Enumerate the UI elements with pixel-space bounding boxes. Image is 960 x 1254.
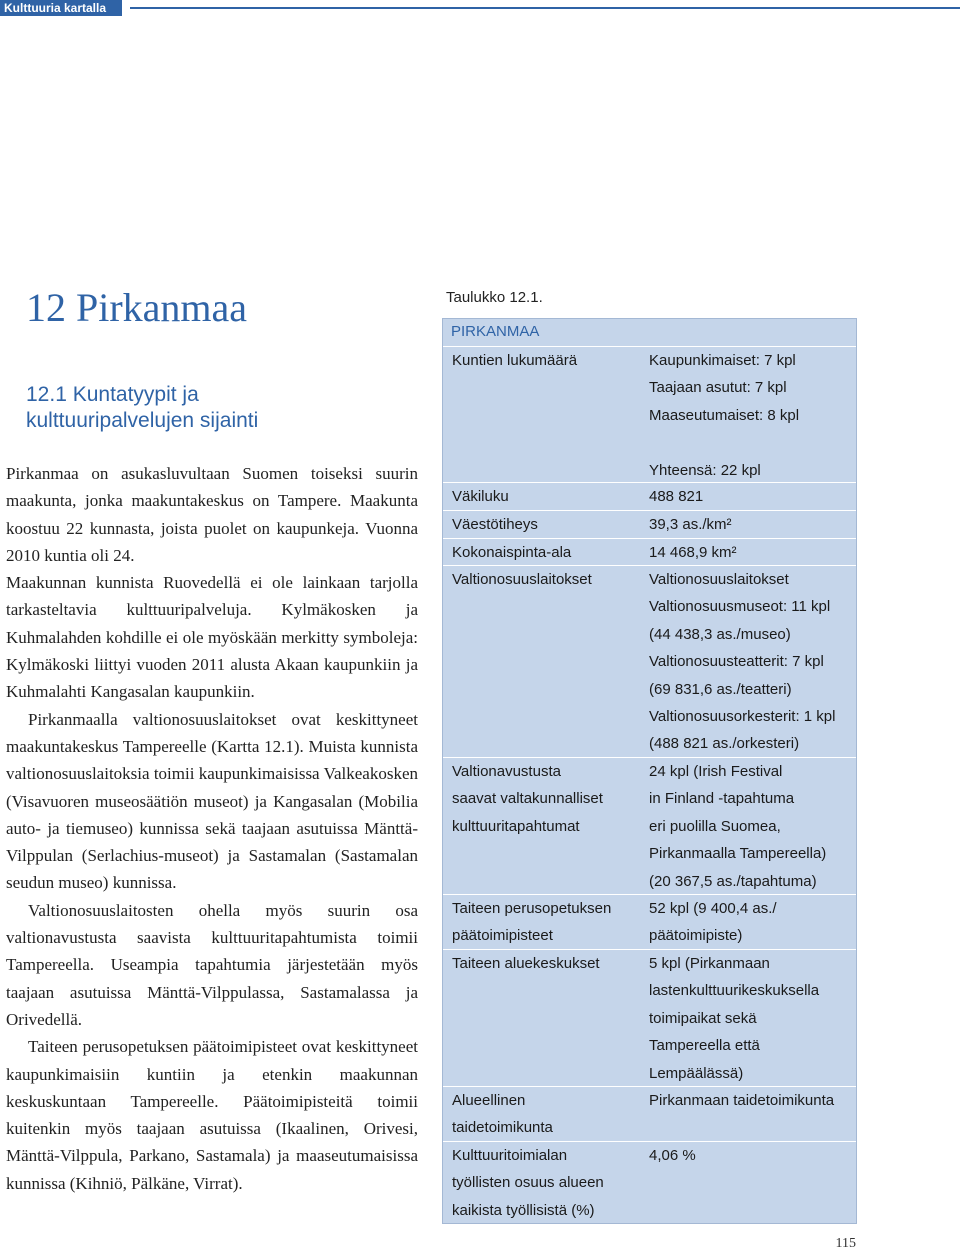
table-row-label: Kulttuuritoimialan [452, 1147, 568, 1164]
table-row-value: eri puolilla Suomea, [649, 817, 781, 835]
table-row-value: 14 468,9 km² [649, 544, 737, 561]
table-row-value: 488 821 [649, 488, 704, 505]
table-row-value: Valtionosuuslaitokset [649, 571, 789, 588]
table-row-value: in Finland -tapahtuma [649, 790, 795, 808]
table-row-value: (20 367,5 as./tapahtuma) [649, 872, 817, 890]
paragraph: Pirkanmaa on asukasluvultaan Suomen toiseksi suurin maakunta, jonka maakuntakeskus on Tampere. Maakunta koostuu 22 kunnasta, joista puolet on kaupunkeja. Vuonna 2010 kuntia oli 24. [6, 464, 418, 565]
paragraph: Valtionosuuslaitosten ohella myös suurin osa valtionavustusta saavista kulttuuritapahtumista toimii Tampereella. Useampia tapahtumia järjestetään myös taajaan asutuissa Mänttä-Vilppulassa, Sastamalassa ja Orivedellä. [6, 900, 418, 1029]
table-row-value: päätoimipiste) [649, 927, 743, 945]
table-row-value: (44 438,3 as./museo) [649, 625, 791, 643]
table-row-label: kulttuuritapahtumat [452, 817, 580, 835]
table-row-label: Taiteen aluekeskukset [452, 955, 600, 972]
table-row-label: Taiteen perusopetuksen [452, 900, 612, 917]
table-row-label: työllisten osuus alueen [452, 1174, 604, 1192]
header-rule [130, 7, 960, 9]
table-row-label: Väkiluku [452, 488, 509, 505]
table-row-value: toimipaikat sekä [649, 1009, 757, 1027]
table-row-label: Kuntien lukumäärä [452, 352, 578, 369]
paragraph: Pirkanmaalla valtionosuuslaitokset ovat keskittyneet maakuntakeskus Tampereelle (Kartta 12.1). Muista kunnista valtionosuuslaitoksia toimii kaupunkimaisissa Valkeakosken (Visavuoren museosäätiön museot) ja Kangasalan (Mobilia auto- ja tiemuseo) kunnissa sekä taajaan asutuissa Mänttä-Vilppulan (Serlachius-museot) ja Sastamalan (Sastamalan seudun museo) kunnissa. [6, 709, 418, 893]
table-row-value: Yhteensä: 22 kpl [649, 461, 761, 479]
paragraph: Maakunnan kunnista Ruovedellä ei ole lainkaan tarjolla tarkasteltavia kulttuuripalveluja. Kylmäkosken ja Kuhmalahden kohdille ei ole myöskään merkitty symboleja: Kylmäkoski liittyi vuoden 2011 alusta Akaan kaupunkiin ja Kuhmalahti Kangasalan kaupunkiin. [6, 573, 418, 702]
table-row-value: Lempäälässä) [649, 1064, 744, 1082]
table-row-label: päätoimipisteet [452, 927, 553, 945]
chapter-title: 12 Pirkanmaa [26, 285, 248, 330]
body-text [6, 460, 418, 1197]
table-row-label: Valtionosuuslaitokset [452, 571, 592, 588]
page-number: 115 [835, 1236, 856, 1251]
section-title: 12.1 Kuntatyypit ja kulttuuripalvelujen sijainti [26, 383, 259, 432]
table-row-value: 24 kpl (Irish Festival [649, 763, 783, 780]
data-table [442, 318, 857, 1224]
table-row-value: Kaupunkimaiset: 7 kpl [649, 352, 796, 369]
table-row-label: taidetoimikunta [452, 1119, 553, 1137]
table-caption: Taulukko 12.1. [446, 289, 543, 306]
table-row-value: Valtionosuusorkesterit: 1 kpl [649, 708, 836, 725]
table-row-label: saavat valtakunnalliset [452, 790, 603, 808]
table-row-value: Valtionosuusteatterit: 7 kpl [649, 653, 824, 671]
table-row-value: 5 kpl (Pirkanmaan [649, 955, 770, 972]
table-row-value: 4,06 % [649, 1147, 696, 1164]
table-row-value: (488 821 as./orkesteri) [649, 735, 800, 753]
table-row-label: Kokonaispinta-ala [452, 544, 572, 561]
running-header [0, 0, 960, 18]
table-row-value: 52 kpl (9 400,4 as./ [649, 900, 777, 917]
table-row-value: lastenkulttuurikeskuksella [649, 982, 820, 1000]
table-header-label: PIRKANMAA [451, 323, 540, 340]
table-row-value: 39,3 as./km² [649, 516, 732, 533]
table-row-value: Pirkanmaan taidetoimikunta [649, 1092, 835, 1109]
table-row-value: Maaseutumaiset: 8 kpl [649, 406, 800, 424]
table-row-value: (69 831,6 as./teatteri) [649, 680, 792, 698]
table-row-label: Valtionavustusta [452, 763, 561, 780]
table-header [443, 319, 856, 347]
table-row-value: Taajaan asutut: 7 kpl [649, 379, 787, 397]
table-row-label: Alueellinen [452, 1092, 526, 1109]
running-header-tag: Kulttuuria kartalla [0, 0, 122, 16]
paragraph: Taiteen perusopetuksen päätoimipisteet ovat keskittyneet kaupunkimaisiin kuntiin ja etenkin maakunnan keskuskuntaan Tampereelle. Päätoimipisteitä toimii kuitenkin myös taajaan asutuissa (Ikaalinen, Orivesi, Mänttä-Vilppula, Parkano, Sastamala) ja maaseutumaisissa kunnissa (Kihniö, Pälkäne, Virrat). [6, 1037, 418, 1193]
table-row-label: kaikista työllisistä (%) [452, 1201, 595, 1219]
table-row-value: Tampereella että [649, 1037, 760, 1055]
table-row-label: Väestötiheys [452, 516, 538, 533]
table-row-value: Pirkanmaalla Tampereella) [649, 845, 827, 863]
table-row-value: Valtionosuusmuseot: 11 kpl [649, 598, 831, 616]
